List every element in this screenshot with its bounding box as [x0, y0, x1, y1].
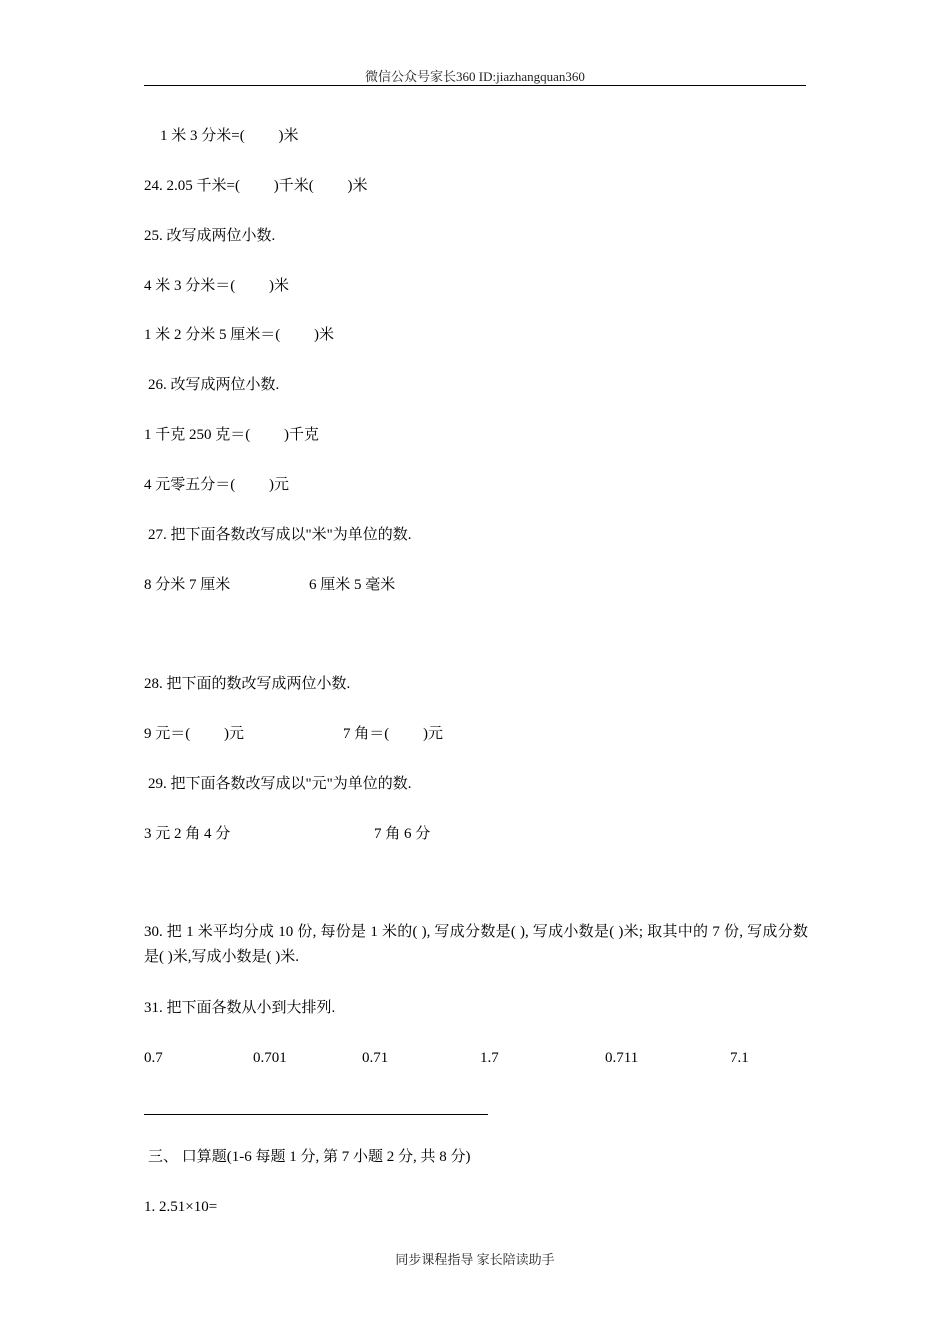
number-item: 1.7 — [480, 1050, 499, 1066]
question-23-continuation: 1 米 3 分米=( )米 — [160, 128, 299, 144]
question-28-item-b: 7 角＝( )元 — [343, 726, 443, 742]
question-25-title: 25. 改写成两位小数. — [144, 228, 276, 244]
question-29-item-b: 7 角 6 分 — [374, 826, 431, 842]
number-item: 0.71 — [362, 1050, 389, 1066]
question-29-title: 29. 把下面各数改写成以"元"为单位的数. — [148, 776, 412, 792]
page-header: 微信公众号家长360 ID:jiazhangquan360 — [365, 69, 585, 84]
question-26-title: 26. 改写成两位小数. — [148, 377, 280, 393]
question-28-title: 28. 把下面的数改写成两位小数. — [144, 676, 351, 692]
page-footer: 同步课程指导 家长陪读助手 — [395, 1252, 555, 1267]
question-27-title: 27. 把下面各数改写成以"米"为单位的数. — [148, 527, 412, 543]
question-24: 24. 2.05 千米=( )千米( )米 — [144, 178, 368, 194]
section-3-title: 三、 口算题(1-6 每题 1 分, 第 7 小题 2 分, 共 8 分) — [148, 1149, 471, 1165]
question-29-item-a: 3 元 2 角 4 分 — [144, 826, 231, 842]
number-item: 0.7 — [144, 1050, 163, 1066]
question-27-item-b: 6 厘米 5 毫米 — [309, 577, 396, 593]
question-30: 30. 把 1 米平均分成 10 份, 每份是 1 米的( ), 写成分数是( ), 写成小数是( )米; 取其中的 7 份, 写成分数是( )米,写成小数是( )米. — [144, 924, 808, 965]
question-25-item-b: 1 米 2 分米 5 厘米＝( )米 — [144, 327, 334, 343]
question-27-item-a: 8 分米 7 厘米 — [144, 577, 231, 593]
answer-line — [144, 1114, 488, 1115]
question-26-item-a: 1 千克 250 克＝( )千克 — [144, 427, 319, 443]
number-item: 0.711 — [605, 1050, 639, 1066]
mental-math-item-1: 1. 2.51×10= — [144, 1199, 218, 1215]
number-item: 0.701 — [253, 1050, 287, 1066]
question-28-item-a: 9 元＝( )元 — [144, 726, 244, 742]
number-item: 7.1 — [730, 1050, 749, 1066]
header-divider — [144, 85, 806, 86]
question-31-title: 31. 把下面各数从小到大排列. — [144, 1000, 336, 1016]
question-26-item-b: 4 元零五分＝( )元 — [144, 477, 289, 493]
question-25-item-a: 4 米 3 分米＝( )米 — [144, 278, 289, 294]
